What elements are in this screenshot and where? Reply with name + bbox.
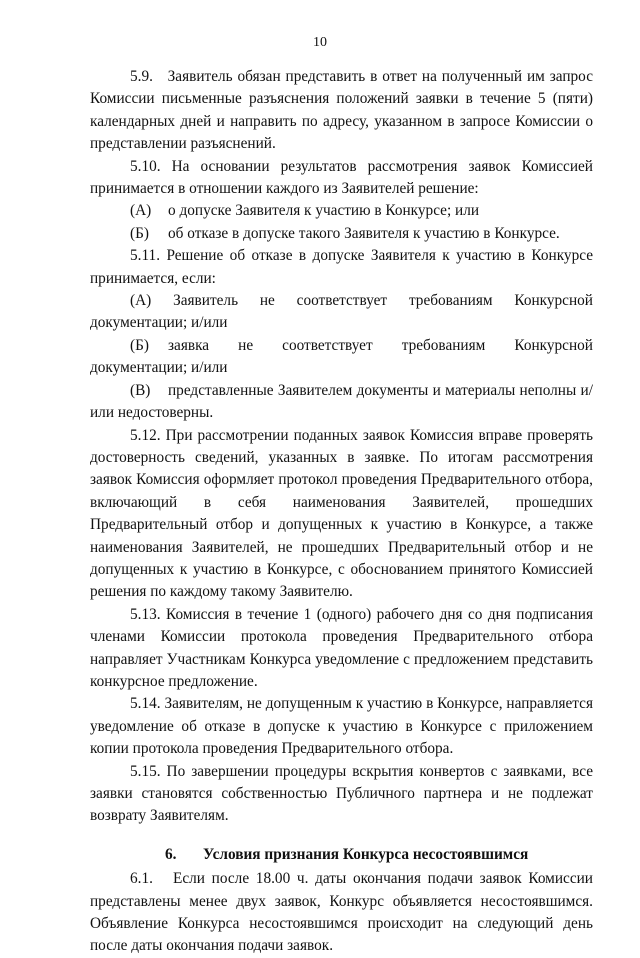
list-item-5-11-a-continuation: документации; и/или (90, 314, 228, 332)
list-marker: (А) (130, 202, 152, 220)
section-number: 6. (165, 845, 177, 863)
list-marker: (А) (130, 292, 152, 310)
document-body (90, 66, 593, 958)
paragraph-5-9: 5.9. Заявитель обязан представить в ответ на полученный им запрос Комиссии письменные разъяснения положений заявки в течение 5 (пяти) календарных дней и направить по адресу, указанном в запросе Комиссии о представлении разъяснений. (90, 68, 593, 153)
section-heading (90, 844, 593, 866)
paragraph-5-10: 5.10. На основании результатов рассмотрения заявок Комиссией принимается в отношении каждого из Заявителей решение: (90, 157, 593, 198)
list-marker: (В) (130, 381, 151, 399)
paragraph-5-14: 5.14. Заявителям, не допущенным к участию в Конкурсе, направляется уведомление об отказе в допуске к участию в Конкурсе с приложением копии протокола проведения Предварительного отбора. (90, 695, 593, 758)
list-item-5-11-a (90, 290, 593, 312)
list-item-text: заявка не соответствует требованиям Конкурсной документации; и/или (90, 336, 593, 377)
list-item-5-11-b (90, 335, 593, 380)
paragraph-5-13: 5.13. Комиссия в течение 1 (одного) рабочего дня со дня подписания членами Комиссии протокола проведения Предварительного отбора направляет Участникам Конкурса уведомление с предложением представить конкурсное предложение. (90, 605, 593, 690)
list-marker: (Б) (130, 224, 149, 242)
word: Конкурсной (514, 292, 593, 310)
list-marker: (Б) (130, 336, 149, 354)
list-item-5-11-v (90, 380, 593, 425)
word: не (259, 292, 275, 310)
page-number: 10 (313, 35, 327, 50)
list-item-text: об отказе в допуске такого Заявителя к участию в Конкурсе. (168, 224, 560, 242)
paragraph-5-11: 5.11. Решение об отказе в допуске Заявителя к участию в Конкурсе принимается, если: (90, 247, 593, 287)
paragraph-6-1: 6.1. Если после 18.00 ч. даты окончания подачи заявок Комиссии представлены менее двух заявок, Конкурс объявляется несостоявшимся. Объявление Конкурса несостоявшимся происходит на следующий день после даты окончания подачи заявок. (90, 870, 593, 955)
word: соответствует (296, 292, 388, 310)
list-item-text: о допуске Заявителя к участию в Конкурсе; или (168, 202, 480, 220)
word: Заявитель (173, 292, 239, 310)
section-title: Условия признания Конкурса несостоявшимся (203, 845, 529, 863)
word: требованиям (408, 292, 493, 310)
paragraph-5-15: 5.15. По завершении процедуры вскрытия конвертов с заявками, все заявки становятся собственностью Публичного партнера и не подлежат возврату Заявителям. (90, 762, 593, 825)
list-item-5-10-a (90, 200, 593, 222)
list-item-5-10-b (90, 223, 593, 245)
list-item-text: представленные Заявителем документы и материалы неполны и/или недостоверны. (90, 381, 593, 422)
paragraph-5-12: 5.12. При рассмотрении поданных заявок Комиссия вправе проверять достоверность сведений, указанных в заявке. По итогам рассмотрения заявок Комиссия оформляет протокол проведения Предварительного отбора, включающий в себя наименования Заявителей, прошедших Предварительный отбор и допущенных к участию в Конкурсе, а также наименования Заявителей, не прошедших Предварительный отбор и не допущенных к участию в Конкурсе, с обоснованием принятого Комиссией решения по каждому такому Заявителю. (90, 426, 593, 601)
